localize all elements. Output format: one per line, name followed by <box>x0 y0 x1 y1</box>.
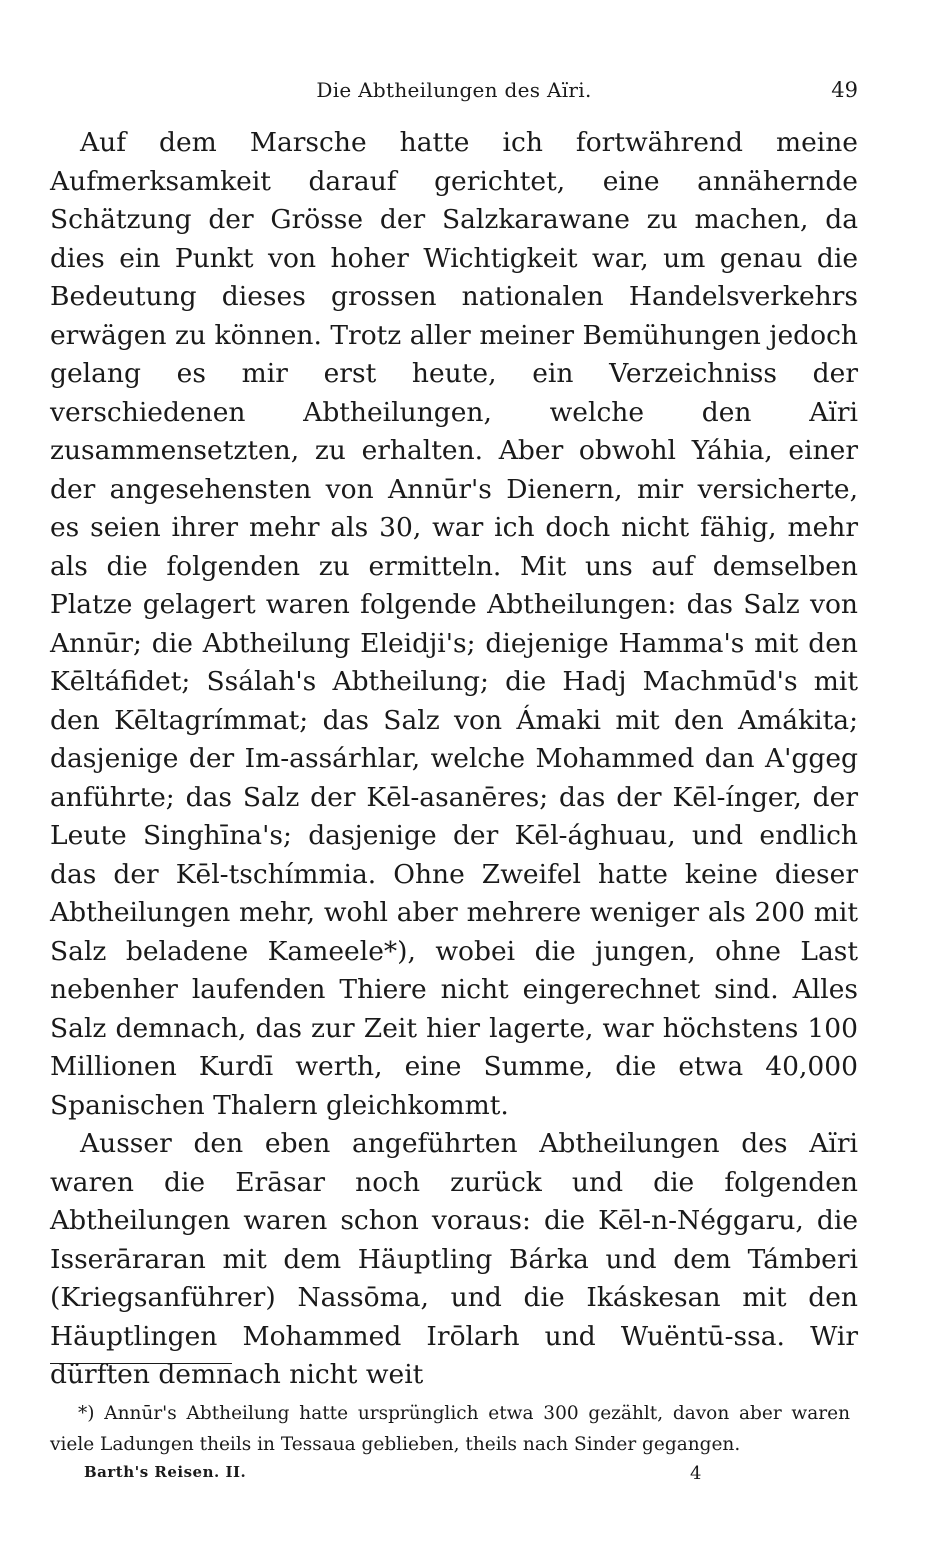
signature-mark: 4 <box>690 1463 702 1484</box>
main-text <box>50 124 858 1395</box>
printer-signature <box>50 1463 750 1487</box>
page-number: 49 <box>831 78 858 102</box>
footnote <box>50 1398 850 1460</box>
running-title: Die Abtheilungen des Aïri. <box>316 78 592 102</box>
footnote-divider <box>50 1363 232 1364</box>
paragraph-2: Ausser den eben angeführten Abtheilungen des Aïri waren die Erāsar noch zurück und die folgenden Abtheilungen waren schon voraus: die Kēl-n-Néggaru, die Isserāraran mit dem Häuptling Bárka und dem Támberi (Kriegsanführer) Nassōma, und die Ikáskesan mit den Häuptlingen Mohammed Irōlarh und Wuëntū-ssa. Wir dürften demnach nicht weit <box>50 1128 858 1390</box>
signature-title: Barth's Reisen. II. <box>84 1463 247 1481</box>
paragraph-1: Auf dem Marsche hatte ich fortwährend meine Aufmerksamkeit darauf gerichtet, eine annähernde Schätzung der Grösse der Salzkarawane zu machen, da dies ein Punkt von hoher Wichtigkeit war, um genau die Bedeutung dieses grossen nationalen Handelsverkehrs erwägen zu können. Trotz aller meiner Bemühungen jedoch gelang es mir erst heute, ein Verzeichniss der verschiedenen Abtheilungen, welche den Aïri zusammensetzten, zu erhalten. Aber obwohl Yáhia, einer der angesehensten von Annūr's Dienern, mir versicherte, es seien ihrer mehr als 30, war ich doch nicht fähig, mehr als die folgenden zu ermitteln. Mit uns auf demselben Platze gelagert waren folgende Abtheilungen: das Salz von Annūr; die Abtheilung Eleidji's; diejenige Hamma's mit den Kēltáfidet; Ssálah's Abtheilung; die Hadj Machmūd's mit den Kēltagrímmat; das Salz von Ámaki mit den Amákita; dasjenige der Im-assárhlar, welche Mohammed dan A'ggeg anführte; das Salz der Kēl-asanēres; das der Kēl-ínger, der Leute Singhīna's; dasjenige der Kēl-ághuau, und endlich das der Kēl-tschímmia. Ohne Zweifel hatte keine dieser Abtheilungen mehr, wohl aber mehrere weniger als 200 mit Salz beladene Kameele*), wobei die jungen, ohne Last nebenher laufenden Thiere nicht eingerechnet sind. Alles Salz demnach, das zur Zeit hier lagerte, war höchstens 100 Millionen Kurdī werth, eine Summe, die etwa 40,000 Spanischen Thalern gleichkommt. <box>50 127 858 1121</box>
footnote-text: *) Annūr's Abtheilung hatte ursprünglich etwa 300 gezählt, davon aber waren viele Ladungen theils in Tessaua geblieben, theils nach Sinder gegangen. <box>50 1403 850 1455</box>
running-header <box>50 78 858 104</box>
